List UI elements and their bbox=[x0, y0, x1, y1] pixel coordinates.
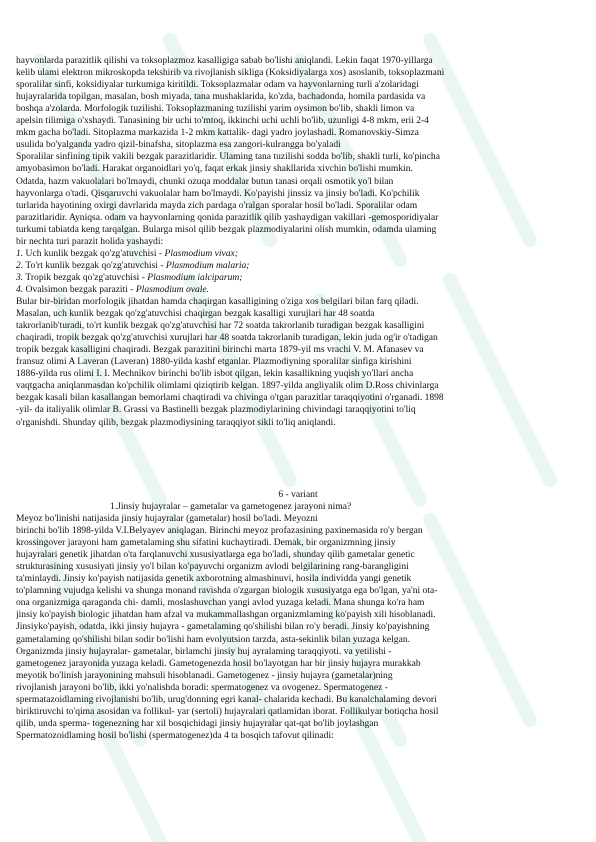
list-item-species: Plasmodium vivax; bbox=[164, 247, 238, 259]
list-item bbox=[16, 284, 588, 296]
text-line: fransuz olimi A Laveran (Laveran) 1880-yilda kashf etganlar. Plazmodiyning sporalilar sinfiga kirishini bbox=[16, 356, 412, 368]
question-heading: 1.Jinsiy hujayralar – gametalar va gametogenez jarayoni nima? bbox=[110, 501, 352, 512]
text-line: sporalilar sinfi, koksidiyalar turkumiga kiritildi. Toksoplazmalar odam va hayvonlarning turli a'zolaridagi bbox=[16, 79, 419, 91]
text-line: Organizmda jinsiy hujayralar- gametalar, birlamchi jinsiy huj ayralaming taraqqiyoti. va yetilishi - bbox=[16, 645, 392, 657]
text-line: o'rganishdi. Shunday qilib, bezgak plazmodiysining taraqqiyot sikli to'liq aniqlandi. bbox=[16, 416, 336, 428]
text-line: hujayralari genetik jihatdan o'ta farqlanuvchi xususiyatlarga ega bo'ladi, shunday qilib gametalar genetic bbox=[16, 549, 415, 561]
text-line: spermatazoidlaming rivojlanishi bo'lib, urug'donning egri kanal- chalarida kechadi. Bu kanalchalaming devori bbox=[16, 693, 437, 705]
text-line: to'plamning vujudga kelishi va shunga monand ravishda o'zgargan biologik xususiyatga ega bo'lgan, ya'ni ota- bbox=[16, 585, 438, 597]
text-line: takrorlanib'turadi, to'rt kunlik bezgak qo'zg'atuvchisi har 72 soatda takrorlanib turadigan bezgak kasalligini bbox=[16, 320, 425, 332]
text-line: Bular bir-biridan morfologik jihatdan hamda chaqirgan kasalligining o'ziga xos belgilari bilan farq qiladi. bbox=[16, 296, 419, 307]
text-line: hayvonlarda parazitlik qilishi va toksoplazmoz kasalligiga sabab bo'lishi aniqlandi. Lekin faqat 1970-yillarga bbox=[16, 55, 433, 66]
text-line: amyobasimon bo'ladi. Harakat organoidlari yo'q, faqat erkak jinsiy shakllarida xivchin bo'lishi mumkin. bbox=[16, 163, 413, 175]
text-line: Masalan, uch kunlik bezgak qo'zg'atuvchisi chaqirgan bezgak kasalligi xurujlari har 48 soatda bbox=[16, 308, 375, 320]
variant-heading: 6 - variant bbox=[278, 489, 318, 500]
text-line: usulida bo'yalganda yadro qizil-binafsha, sitoplazma esa zangori-kulrangga bo'yaladi bbox=[16, 139, 341, 151]
list-item-number: 3. bbox=[16, 271, 24, 283]
list-item bbox=[16, 248, 588, 260]
text-line: parazitlaridir. Ayniqsa. odam va hayvonlarning qonida parazitlik qilib yashaydigan vakillari -gemosporidiyalar bbox=[16, 211, 439, 223]
text-line: Meyoz bo'linishi natijasida jinsiy hujayralar (gametalar) hosil bo'ladi. Meyozni bbox=[16, 513, 318, 524]
text-line: ta'minlaydi. Jinsiy ko'payish natijasida genetik axborotning almashinuvi, hosila individda yangi genetik bbox=[16, 573, 412, 585]
text-line: tropik bezgak kasalligini chaqiradi. Bezgak parazitini birinchi marta 1879-yil ms vrachi V. M. Afanasev va bbox=[16, 344, 424, 356]
list-item-number: 4. bbox=[16, 283, 24, 295]
text-line: 1886-yilda rus olimi I. I. Mechnikov birinchi bo'lib isbot qilgan, lekin kasallikning yuqish yo'llari ancha bbox=[16, 368, 414, 380]
text-line: Odatda, hazm vakuolalari bo'lmaydi, chunki ozuqa moddalar butun tanasi orqali osmotik yo'l bilan bbox=[16, 175, 394, 187]
text-line: jinsiy ko'payish biologic jihatdan ham afzal va mukammallashgan organizmlaming ko'payish xili hisoblanadi. bbox=[16, 609, 436, 621]
text-line: hayvonlarga o'tadi. Qisqaruvchi vakuolalar ham bo'lmaydi. Ko'payishi jinssiz va jinsiy bo'ladi. Ko'pchilik bbox=[16, 187, 420, 199]
list-item-species: Plasmodium ovale. bbox=[135, 283, 210, 295]
list-item-species: Plasmodium malaria; bbox=[165, 259, 250, 271]
list-item-number: 1. bbox=[16, 247, 24, 259]
text-line: -yil- da italiyalik olimlar B. Grassi va Bastinelli bezgak plazmodiylarining chivindagi taraqqiyotini to'liq bbox=[16, 404, 416, 416]
text-line: apelsin tilimiga o'xshaydi. Tanasining bir uchi to'mtoq, ikkinchi uchi uchli bo'lib, uzunligi 4-8 mkm, erii 2-4 bbox=[16, 115, 429, 127]
text-line: gametogenez jarayonida yuzaga keladi. Gametogenezda hosil bo'layotgan har bir jinsiy hujayra murakkab bbox=[16, 657, 421, 669]
list-item-species: Plasmodium ialciparum; bbox=[147, 271, 243, 283]
text-line: Spermatozoidlaming hosil bo'lishi (spermatogenez)da 4 ta bosqich tafovut qilinadi: bbox=[16, 729, 334, 741]
text-line: birinchi bo'lib 1898-yilda V.I.Belyayev aniqlagan. Birinchi meyoz profazasining paxinemasida ro'y bergan bbox=[16, 525, 423, 537]
text-line: qilib, unda sperma- togenezning har xil bosqichidagi jinsiy hujayralar qat-qat bo'lib joylashgan bbox=[16, 717, 379, 729]
text-line: turlarida hayotining oxirgi davrlarida mayda zich pardaga o'ralgan sporalar hosil bo'ladi. Sporalilar odam bbox=[16, 199, 418, 211]
text-line: boshqa a'zolarda. Morfologik tuzilishi. Toksoplazmaning tuzilishi yarim oysimon bo'lib, shakli limon va bbox=[16, 103, 415, 115]
list-item-text: Tropik bezgak qo'zg'atuvchisi - bbox=[23, 271, 148, 283]
text-line: hujayralarida topilgan, masalan, bosh miyada, tana mushaklarida, ko'zda, bachadonda, homila pardasida va bbox=[16, 91, 426, 103]
text-line: bir nechta turi parazit holida yashaydi: bbox=[16, 235, 164, 247]
list-item bbox=[16, 272, 588, 284]
list-item-text: Uch kunlik bezgak qo'zg'atuvchisi - bbox=[23, 247, 165, 259]
text-line: mkm gacha bo'ladi. Sitoplazma markazida 1-2 mkm kattalik- dagi yadro joylashadi. Romanovskiy-Simza bbox=[16, 127, 419, 139]
text-line: Sporalilar sinfining tipik vakili bezgak parazitlaridir. Ulaming tana tuzilishi sodda bo'lib, shakli turli, ko'pincha bbox=[16, 151, 440, 163]
text-line: krossingover jarayoni ham gametalaming shu sifatini kuchaytiradi. Demak, bir organizmning jinsiy bbox=[16, 537, 396, 549]
text-line: vaqtgacha aniqlanmasdan ko'pchilik olimlami qiziqtirib kelgan. 1897-yilda angliyalik olim D.Ross chivinlarga bbox=[16, 380, 439, 392]
list-item bbox=[16, 260, 588, 272]
text-line: rivojlanish jarayoni bo'lib, ikki yo'nalishda boradi: spermatogenez va ovogenez. Spermatogenez - bbox=[16, 681, 388, 693]
text-line: bezgak kasali bilan kasallangan bemorlami chaqtiradi va chivinga o'tgan parazitlar taraqqiyotini o'rganadi. 1898 bbox=[16, 392, 444, 404]
text-line: meyotik bo'linish jarayonining mahsuli hisoblanadi. Gametogenez - jinsiy hujayra (gametalar)ning bbox=[16, 669, 393, 681]
text-line: strukturasining xususiyati jinsiy yo'l bilan ko'payuvchi organizm avlodi belgilarining rang-barangligini bbox=[16, 561, 409, 573]
list-item-text: To'rt kunlik bezgak qo'zg'atuvchisi - bbox=[23, 259, 166, 271]
text-line: gametalaming qo'shilishi bilan sodir bo'lishi ham evolyutsion tarzda, asta-sekinlik bilan yuzaga kelgan. bbox=[16, 633, 410, 645]
text-line: kelib ulami elektron mikroskopda tekshirib va rivojlanish sikliga (Koksidiyalarga xos) asoslanib, toksoplazmani bbox=[16, 67, 445, 79]
text-line: Jinsiyko'payish, odatda, ikki jinsiy hujayra - gametalaming qo'shilishi bilan ro'y beradi. Jinsiy ko'payishning bbox=[16, 621, 430, 633]
list-item-text: Ovalsimon bezgak paraziti - bbox=[23, 283, 136, 295]
text-line: ona organizmiga qaraganda chi- damli, moslashuvchan yangi avlod yuzaga keladi. Mana shunga ko'ra ham bbox=[16, 597, 425, 609]
text-line: turkumi tabiatda keng tarqalgan. Bularga misol qilib bezgak plazmodiyalarini olish mumkin, odamda ulaming bbox=[16, 223, 437, 235]
text-line: chaqiradi, tropik bezgak qo'zg'atuvchisi xurujlari har 48 soatda takrorlanib turadigan, lekin juda og'ir o'tadigan bbox=[16, 332, 438, 344]
text-line: biriktiruvchi to'qima asosidan va follikul- yar (sertoli) hujayralari qatlamidan iborat. Follikulyar botiqcha hosil bbox=[16, 705, 439, 717]
list-item-number: 2. bbox=[16, 259, 24, 271]
